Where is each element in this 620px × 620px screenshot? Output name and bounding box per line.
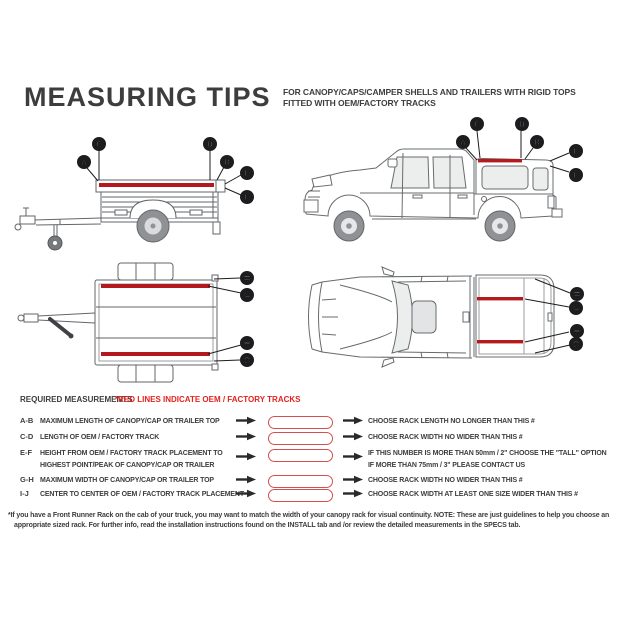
measurement-row-gh (0, 475, 620, 489)
measurement-description: MAXIMUM LENGTH OF CANOPY/CAP OR TRAILER TOP (40, 418, 220, 425)
measurement-description: HEIGHT FROM OEM / FACTORY TRACK PLACEMENT TO HIGHEST POINT/PEAK OF CANOPY/CAP OR TRAILER (40, 450, 223, 469)
label-h-marker (571, 288, 584, 301)
arrow-right-icon (236, 452, 256, 461)
label-h-marker (241, 272, 254, 285)
svg-text:J: J (242, 292, 251, 298)
svg-text:J: J (571, 305, 580, 311)
measurement-id: E-F (20, 448, 33, 457)
label-f-marker (241, 191, 254, 204)
svg-text:G: G (571, 340, 580, 348)
arrow-right-icon (236, 489, 256, 498)
label-g-marker (241, 354, 254, 367)
truck-top-outline (309, 267, 555, 367)
svg-text:C: C (96, 140, 102, 149)
svg-text:H: H (572, 291, 581, 297)
subtitle-line-2: FITTED WITH OEM/FACTORY TRACKS (283, 97, 436, 108)
measurement-id: A-B (20, 416, 34, 425)
trailer-side-view-diagram (10, 128, 290, 253)
label-a-marker (457, 136, 470, 149)
page-subtitle (283, 87, 576, 108)
svg-text:E: E (244, 169, 250, 178)
label-b-marker (531, 136, 544, 149)
svg-text:F: F (573, 171, 579, 180)
factory-track-line (99, 183, 214, 187)
measurement-id: C-D (20, 432, 34, 441)
label-a-marker (78, 156, 91, 169)
svg-text:A: A (460, 138, 466, 147)
label-c-marker (93, 138, 106, 151)
svg-text:E: E (573, 147, 579, 156)
svg-text:I: I (572, 329, 581, 333)
label-e-marker (570, 145, 583, 158)
measurement-guideline: CHOOSE RACK WIDTH AT LEAST ONE SIZE WIDER THAN THIS # (368, 491, 578, 498)
svg-text:H: H (242, 275, 251, 281)
red-lines-legend: *RED LINES INDICATE OEM / FACTORY TRACKS (115, 395, 301, 404)
label-d-marker (516, 118, 529, 131)
measurement-guideline: CHOOSE RACK WIDTH NO WIDER THAN THIS # (368, 434, 523, 441)
factory-track-line (477, 297, 523, 300)
measurement-value-field (268, 489, 333, 502)
measurement-value-field (268, 416, 333, 429)
factory-track-line (101, 284, 210, 288)
svg-text:D: D (207, 140, 213, 149)
label-c-marker (471, 118, 484, 131)
trailer-top-outline (18, 263, 218, 382)
arrow-right-icon (343, 452, 363, 461)
trailer-side-outline (15, 180, 225, 250)
measurement-row-ab (0, 416, 620, 430)
measurement-value-field (268, 432, 333, 445)
measurement-id: G-H (20, 475, 34, 484)
label-e-marker (241, 167, 254, 180)
measurement-guideline: IF THIS NUMBER IS MORE THAN 50mm / 2" CHOOSE THE "TALL" OPTION IF MORE THAN 75mm / 3" PLEASE CONTACT US (368, 450, 607, 469)
label-g-marker (570, 338, 583, 351)
factory-track-line (101, 352, 210, 356)
svg-text:A: A (81, 158, 87, 167)
label-d-marker (204, 138, 217, 151)
measurement-row-cd (0, 432, 620, 446)
measurement-guideline: CHOOSE RACK LENGTH NO LONGER THAN THIS # (368, 418, 535, 425)
footnote: *If you have a Front Runner Rack on the cab of your truck, you may want to match the width of your canopy rack for visual continuity. NOTE: These are just guidelines to help you choose an appropriate sized rack. For further info, read the installation instructions found on the INSTALL tab and /or review the detailed measurements in the SPECS tab. (8, 512, 610, 529)
measurement-row-ef (0, 448, 620, 469)
svg-text:F: F (244, 193, 250, 202)
required-measurements-heading: REQUIRED MEASUREMENTS (20, 395, 133, 404)
truck-top-view-diagram (300, 255, 620, 400)
subtitle-line-1: FOR CANOPY/CAPS/CAMPER SHELLS AND TRAILERS WITH RIGID TOPS (283, 87, 576, 97)
measurement-description: MAXIMUM WIDTH OF CANOPY/CAP OR TRAILER TOP (40, 477, 214, 484)
measurement-description: CENTER TO CENTER OF OEM / FACTORY TRACK PLACEMENT (40, 491, 244, 498)
arrow-right-icon (343, 489, 363, 498)
measurement-description: LENGTH OF OEM / FACTORY TRACK (40, 434, 160, 441)
arrow-right-icon (236, 432, 256, 441)
measurement-value-field (268, 475, 333, 488)
svg-text:C: C (474, 120, 480, 129)
svg-text:B: B (224, 158, 230, 167)
arrow-right-icon (343, 416, 363, 425)
arrow-right-icon (236, 416, 256, 425)
arrow-right-icon (343, 432, 363, 441)
measurement-id: I-J (20, 489, 29, 498)
svg-text:G: G (242, 356, 251, 364)
svg-text:I: I (242, 341, 251, 345)
measurement-row-ij (0, 489, 620, 503)
truck-side-view-diagram (300, 115, 620, 255)
page-title: MEASURING TIPS (24, 82, 271, 112)
measurement-value-field (268, 449, 333, 462)
factory-track-line (478, 159, 522, 162)
label-i-marker (241, 337, 254, 350)
trailer-top-view-diagram (10, 255, 290, 395)
label-i-marker (571, 325, 584, 338)
arrow-right-icon (343, 475, 363, 484)
label-j-marker (570, 302, 583, 315)
arrow-right-icon (236, 475, 256, 484)
label-j-marker (241, 289, 254, 302)
label-b-marker (221, 156, 234, 169)
svg-text:B: B (534, 138, 540, 147)
measurement-guideline: CHOOSE RACK WIDTH NO WIDER THAN THIS # (368, 477, 523, 484)
svg-text:D: D (519, 120, 525, 129)
truck-side-outline (304, 149, 562, 241)
label-f-marker (570, 169, 583, 182)
factory-track-line (477, 340, 523, 343)
